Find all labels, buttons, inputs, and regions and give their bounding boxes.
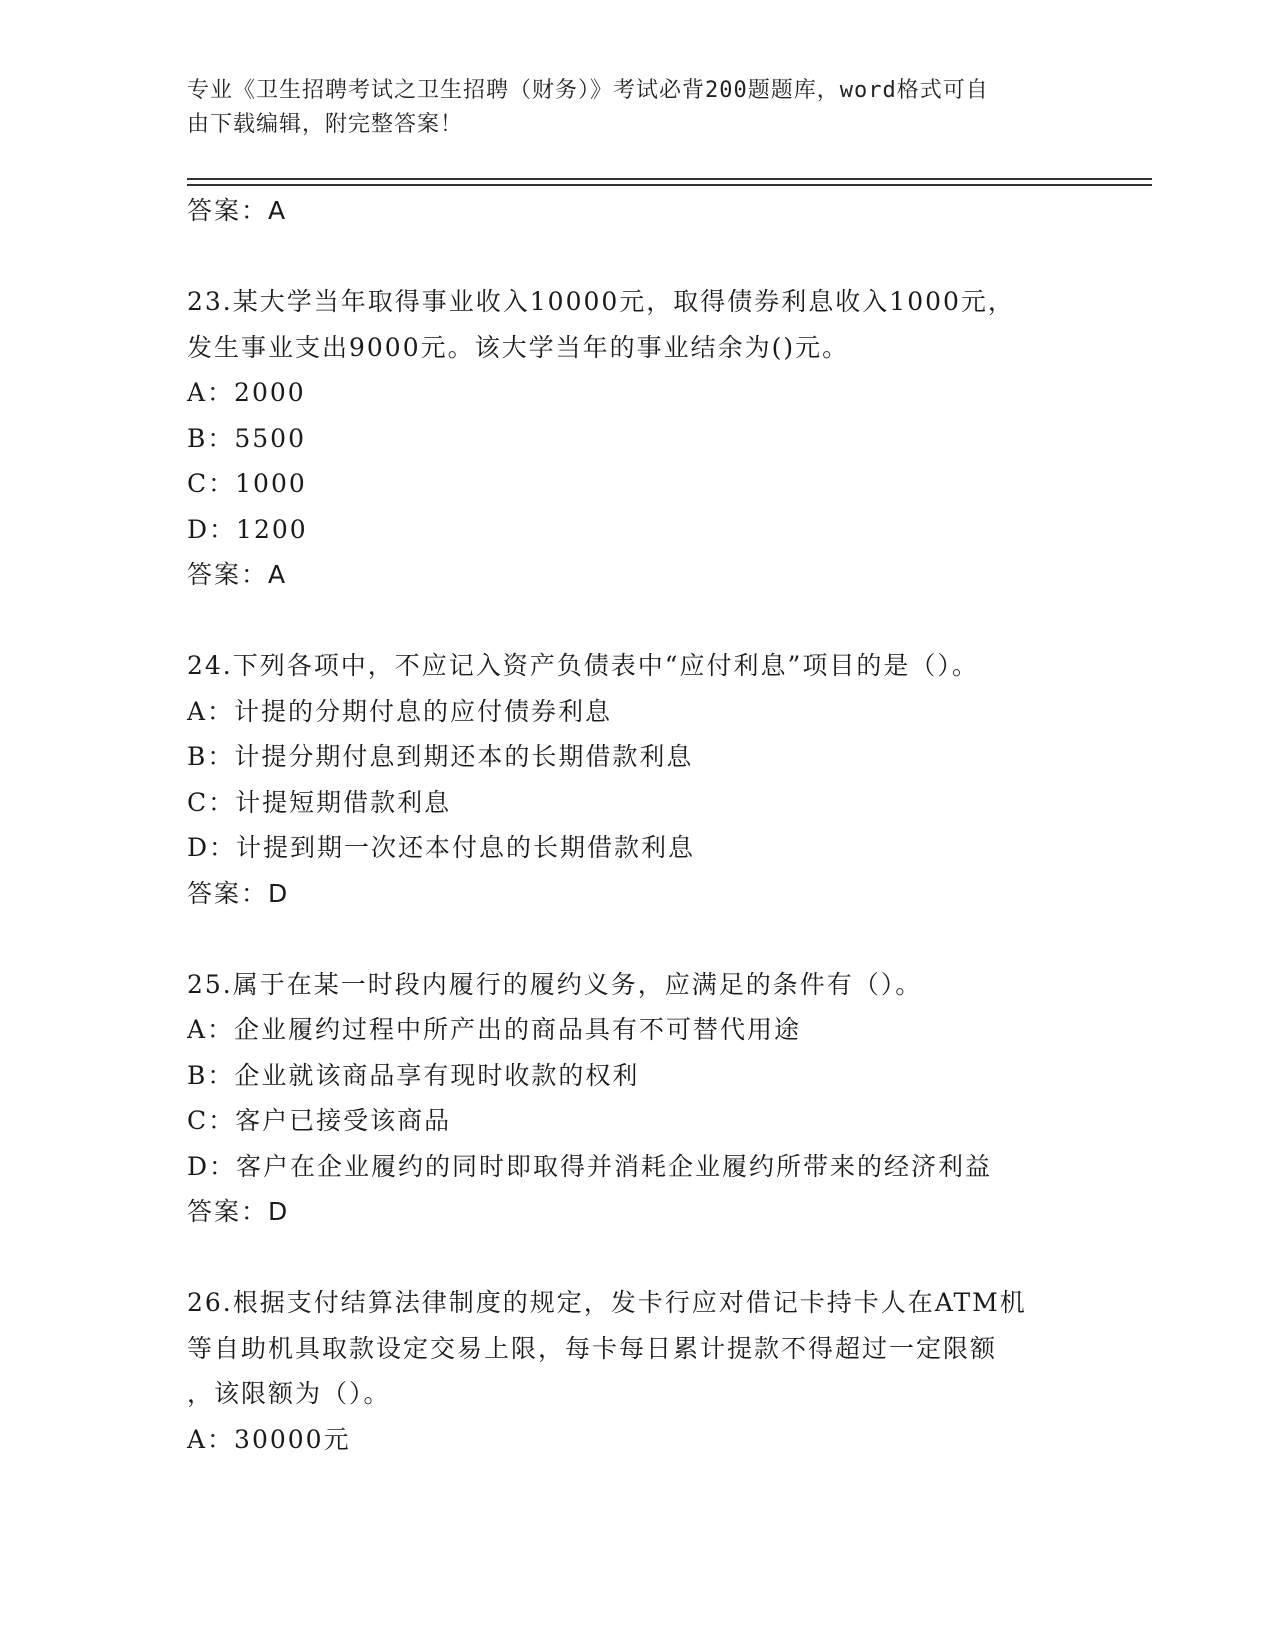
question-block xyxy=(187,962,1087,1235)
option-d: D：计提到期一次还本付息的长期借款利息 xyxy=(187,833,696,862)
answer-line: 答案：D xyxy=(187,1197,290,1226)
option-d: D：客户在企业履约的同时即取得并消耗企业履约所带来的经济利益 xyxy=(187,1151,993,1181)
spacer xyxy=(187,1235,1087,1281)
answer-line: 答案：D xyxy=(187,878,290,908)
option-c: C：客户已接受该商品 xyxy=(187,1106,452,1135)
header-line-1: 专业《卫生招聘考试之卫生招聘（财务）》考试必背200题题库，word格式可自 xyxy=(187,78,989,103)
header-rule-top xyxy=(187,178,1152,180)
question-stem: 24.下列各项中，不应记入资产负债表中“应付利息”项目的是（）。 xyxy=(187,651,979,680)
question-list xyxy=(187,188,1087,1462)
answer-line: 答案：A xyxy=(187,560,288,589)
header-rule-bottom xyxy=(187,184,1152,186)
option-c: C：1000 xyxy=(187,469,307,498)
spacer xyxy=(187,234,1087,280)
question-stem: 26.根据支付结算法律制度的规定，发卡行应对借记卡持卡人在ATM机 xyxy=(187,1288,1027,1317)
answer-line: 答案：A xyxy=(187,196,288,225)
option-b: B：5500 xyxy=(187,423,306,453)
option-b: B：计提分期付息到期还本的长期借款利息 xyxy=(187,742,694,771)
question-stem: 23.某大学当年取得事业收入10000元，取得债券利息收入1000元， xyxy=(187,287,1015,316)
option-a: A：企业履约过程中所产出的商品具有不可替代用途 xyxy=(187,1015,802,1044)
option-c: C：计提短期借款利息 xyxy=(187,787,452,817)
question-stem: 等自助机具取款设定交易上限，每卡每日累计提款不得超过一定限额 xyxy=(187,1333,998,1363)
option-b: B：企业就该商品享有现时收款的权利 xyxy=(187,1060,640,1090)
question-block xyxy=(187,643,1087,916)
option-a: A：2000 xyxy=(187,378,306,407)
option-d: D：1200 xyxy=(187,514,308,544)
question-stem: ，该限额为（）。 xyxy=(187,1379,391,1408)
spacer xyxy=(187,916,1087,962)
question-block xyxy=(187,1280,1087,1462)
question-stem: 发生事业支出9000元。该大学当年的事业结余为()元。 xyxy=(187,332,850,362)
question-stem: 25.属于在某一时段内履行的履约义务，应满足的条件有（）。 xyxy=(187,969,923,999)
header-line-2: 由下载编辑，附完整答案！ xyxy=(187,112,464,137)
question-block xyxy=(187,279,1087,598)
page-header xyxy=(187,74,1067,142)
spacer xyxy=(187,598,1087,644)
option-a: A：30000元 xyxy=(187,1424,351,1454)
option-a: A：计提的分期付息的应付债券利息 xyxy=(187,696,613,726)
